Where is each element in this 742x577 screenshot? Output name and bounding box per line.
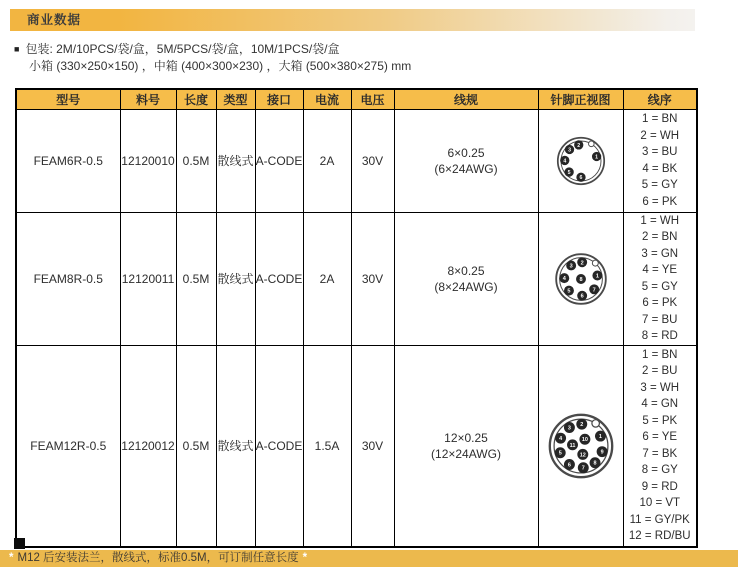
col-header-length: 长度	[176, 89, 216, 109]
svg-text:2: 2	[580, 259, 584, 266]
svg-text:8: 8	[593, 460, 597, 467]
cell-pin-view	[538, 109, 623, 212]
cell-wire-order	[623, 212, 697, 345]
svg-text:7: 7	[592, 286, 596, 293]
footer-note-text: M12 后安装法兰，散线式，标准0.5M，可订制任意长度	[17, 552, 299, 564]
wire-order-line: 9 = RD	[641, 480, 678, 493]
cell-wire-order	[623, 345, 697, 547]
wire-order-line: 5 = GY	[641, 179, 678, 191]
svg-text:3: 3	[567, 425, 571, 432]
wire-order-line: 4 = BK	[642, 162, 678, 175]
cell-voltage: 30V	[351, 212, 394, 345]
wire-gauge-line: 6×0.25	[447, 145, 485, 160]
packaging-info	[14, 41, 411, 75]
wire-order-line: 3 = WH	[640, 381, 680, 394]
wire-order-line: 6 = PK	[642, 297, 678, 309]
cell-type: 散线式	[216, 109, 255, 212]
wire-order-line: 10 = VT	[639, 497, 681, 510]
section-header-bar	[10, 9, 695, 31]
wire-order-line: 4 = YE	[642, 264, 678, 276]
svg-text:6: 6	[567, 462, 571, 469]
cell-current: 1.5A	[303, 345, 351, 547]
svg-text:6: 6	[579, 174, 582, 181]
wire-order-line: 6 = PK	[642, 195, 678, 208]
col-header-part-no: 料号	[120, 89, 176, 109]
wire-order-line: 2 = BN	[642, 231, 678, 243]
footer-note-bar	[0, 550, 738, 567]
wire-gauge-line: (12×24AWG)	[431, 446, 501, 461]
svg-text:6: 6	[580, 293, 584, 300]
svg-text:7: 7	[581, 465, 585, 472]
wire-order-line: 11 = GY/PK	[629, 513, 690, 526]
wire-order-line: 7 = BK	[642, 447, 678, 460]
table-row-feam8r-0.5	[16, 212, 697, 345]
svg-text:5: 5	[558, 450, 562, 457]
svg-text:2: 2	[579, 421, 583, 428]
cell-interface: A-CODE	[255, 345, 303, 547]
wire-order-line: 6 = YE	[642, 431, 678, 444]
m12-8pin-front-view-icon	[550, 248, 612, 310]
wire-order-line: 1 = BN	[642, 113, 678, 125]
col-header-voltage: 电压	[351, 89, 394, 109]
wire-order-line: 3 = GN	[641, 247, 679, 260]
packaging-line1	[14, 41, 411, 58]
svg-text:1: 1	[594, 153, 598, 160]
cell-length: 0.5M	[176, 109, 216, 212]
footer-star-right: *	[302, 552, 308, 564]
svg-text:5: 5	[567, 169, 571, 176]
table-header-row	[16, 89, 697, 109]
svg-text:9: 9	[600, 449, 604, 456]
wire-order-line: 8 = RD	[641, 330, 678, 342]
wire-order-line: 5 = PK	[642, 414, 678, 427]
section-title: 商业数据	[27, 13, 82, 27]
cell-type: 散线式	[216, 212, 255, 345]
table-row-feam6r-0.5	[16, 109, 697, 212]
svg-text:12: 12	[579, 452, 586, 459]
svg-text:10: 10	[581, 436, 588, 443]
cell-current: 2A	[303, 212, 351, 345]
cell-model: FEAM6R-0.5	[16, 109, 120, 212]
cell-voltage: 30V	[351, 109, 394, 212]
cell-model: FEAM8R-0.5	[16, 212, 120, 345]
svg-text:1: 1	[595, 273, 599, 280]
svg-text:4: 4	[562, 157, 566, 164]
cell-voltage: 30V	[351, 345, 394, 547]
col-header-current: 电流	[303, 89, 351, 109]
col-header-model: 型号	[16, 89, 120, 109]
col-header-pin-view: 针脚正视图	[538, 89, 623, 109]
svg-text:11: 11	[569, 442, 575, 449]
cell-wire-order	[623, 109, 697, 212]
cell-part-no: 12120010	[120, 109, 176, 212]
wire-order-line: 4 = GN	[641, 398, 679, 411]
packaging-line2: 小箱 (330×250×150) ，中箱 (400×300×230) ，大箱 (500×380×275) mm	[29, 59, 412, 73]
packaging-line1-text: 包装: 2M/10PCS/袋/盒，5M/5PCS/袋/盒，10M/1PCS/袋/盒	[25, 42, 340, 56]
bullet-square-icon: ■	[14, 44, 20, 54]
cell-wire-gauge	[394, 212, 538, 345]
wire-order-line: 3 = BU	[642, 146, 678, 158]
cell-interface: A-CODE	[255, 212, 303, 345]
cell-length: 0.5M	[176, 212, 216, 345]
col-header-interface: 接口	[255, 89, 303, 109]
wire-gauge-line: 8×0.25	[447, 263, 485, 278]
cell-interface: A-CODE	[255, 109, 303, 212]
table-row-feam12r-0.5	[16, 345, 697, 547]
cell-pin-view	[538, 345, 623, 547]
wire-order-line: 2 = BU	[642, 365, 678, 378]
wire-order-line: 1 = WH	[640, 214, 680, 227]
svg-text:2: 2	[576, 142, 580, 149]
wire-order-line: 12 = RD/BU	[628, 530, 691, 543]
svg-text:4: 4	[558, 435, 562, 442]
cell-pin-view	[538, 212, 623, 345]
m12-6pin-front-view-icon	[552, 132, 610, 190]
cell-wire-gauge	[394, 345, 538, 547]
product-spec-table	[15, 88, 698, 548]
cell-type: 散线式	[216, 345, 255, 547]
col-header-wire-gauge: 线规	[394, 89, 538, 109]
svg-text:3: 3	[569, 262, 573, 269]
wire-order-line: 8 = GY	[641, 464, 678, 477]
svg-text:3: 3	[567, 146, 571, 153]
cell-length: 0.5M	[176, 345, 216, 547]
wire-order-line: 2 = WH	[640, 129, 680, 142]
cell-model: FEAM12R-0.5	[16, 345, 120, 547]
cell-wire-gauge	[394, 109, 538, 212]
wire-gauge-line: 12×0.25	[444, 430, 488, 445]
cell-part-no: 12120011	[120, 212, 176, 345]
wire-order-line: 1 = BN	[642, 348, 678, 361]
corner-marker	[14, 538, 25, 549]
wire-order-line: 5 = GY	[641, 280, 678, 293]
wire-gauge-line: (8×24AWG)	[434, 279, 498, 294]
cell-part-no: 12120012	[120, 345, 176, 547]
wire-gauge-line: (6×24AWG)	[434, 161, 498, 176]
col-header-type: 类型	[216, 89, 255, 109]
m12-12pin-front-view-icon	[542, 407, 620, 485]
wire-order-line: 7 = BU	[642, 313, 678, 326]
svg-text:1: 1	[598, 433, 602, 440]
svg-text:5: 5	[566, 288, 571, 295]
svg-text:4: 4	[562, 275, 566, 282]
footer-star-left: *	[9, 552, 14, 564]
col-header-wire-order: 线序	[623, 89, 697, 109]
cell-current: 2A	[303, 109, 351, 212]
svg-text:8: 8	[578, 276, 583, 283]
